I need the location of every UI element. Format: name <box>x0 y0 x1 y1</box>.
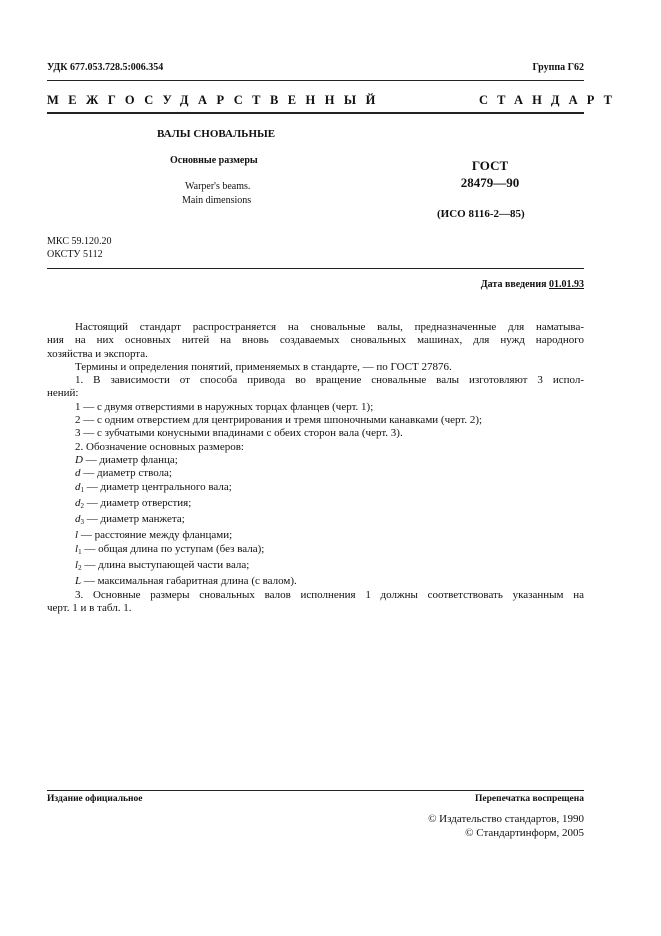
dimension-symbol: d <box>75 467 81 480</box>
dimension-definition <box>47 513 584 529</box>
classification-codes <box>47 235 111 261</box>
dimension-definition <box>47 543 584 559</box>
dimension-subscript: 1 <box>80 485 84 494</box>
dimension-symbol: l <box>75 559 79 572</box>
dimension-description: — общая длина по уступам (без вала); <box>81 542 265 555</box>
clause-1-line: 1. В зависимости от способа привода во вращение сновальные валы изготовляют 3 испол- <box>75 374 584 387</box>
copyright-line: © Стандартинформ, 2005 <box>465 826 584 839</box>
document-title: ВАЛЫ СНОВАЛЬНЫЕ <box>157 128 276 140</box>
clause-3-line: черт. 1 и в табл. 1. <box>47 601 132 614</box>
official-edition: Издание официальное <box>47 794 143 804</box>
clause-1-line: нений: <box>47 387 79 400</box>
gost-designation <box>430 157 550 191</box>
dimension-definition <box>47 559 584 575</box>
dimension-definition <box>47 497 584 513</box>
dimension-definition <box>47 467 584 480</box>
dimension-symbol: d <box>75 480 81 493</box>
interstate-word: МЕЖГОСУДАРСТВЕННЫЙ <box>47 93 385 107</box>
dimension-definitions <box>47 454 584 589</box>
dimension-symbol: L <box>75 575 82 588</box>
intro-line: хозяйства и экспорта. <box>47 347 148 360</box>
copyright-line: © Издательство стандартов, 1990 <box>428 813 584 825</box>
version-1: 1 — с двумя отверстиями в наружных торцах фланцев (черт. 1); <box>75 400 374 413</box>
dimension-description: — диаметр отверстия; <box>84 496 192 509</box>
dimension-symbol: d <box>75 513 81 526</box>
intro-line: ния на них основных нитей на вновь создаваемых сновальных машинах, для нужд народного <box>47 334 584 347</box>
dimension-description: — диаметр фланца; <box>82 453 178 466</box>
dimension-subscript: 1 <box>78 547 82 556</box>
document-subtitle: Основные размеры <box>170 155 258 166</box>
dimension-subscript: 2 <box>80 501 84 510</box>
intro-line: Настоящий стандарт распространяется на сновальные валы, предназначенные для наматыва- <box>75 321 584 333</box>
dimension-definition <box>47 575 584 588</box>
introduction-date-value: 01.01.93 <box>549 279 584 290</box>
mks-code: МКС 59.120.20 <box>47 236 112 247</box>
dimension-description: — расстояние между фланцами; <box>78 529 233 542</box>
clause-2: 2. Обозначение основных размеров: <box>75 440 244 453</box>
introduction-date <box>481 279 584 290</box>
header-divider-top <box>47 80 584 81</box>
version-3: 3 — с зубчатыми конусными впадинами с обеих сторон вала (черт. 3). <box>75 427 403 440</box>
header-divider-bottom <box>47 112 584 114</box>
okstu-code: ОКСТУ 5112 <box>47 249 103 260</box>
copyright-block <box>428 813 584 840</box>
terms-paragraph: Термины и определения понятий, применяемых в стандарте, — по ГОСТ 27876. <box>75 360 452 373</box>
introduction-date-label: Дата введения <box>480 279 547 290</box>
english-title-line2: Main dimensions <box>182 195 252 206</box>
standard-word: СТАНДАРТ <box>479 93 622 107</box>
dimension-symbol: l <box>75 529 79 542</box>
dimension-definition <box>47 481 584 497</box>
dimension-subscript: 2 <box>78 564 82 573</box>
gost-number: 28479—90 <box>460 175 520 190</box>
dimension-symbol: d <box>75 496 81 509</box>
gost-label: ГОСТ <box>471 158 509 173</box>
reprint-prohibited: Перепечатка воспрещена <box>474 794 584 804</box>
dimension-definition <box>47 529 584 542</box>
document-body <box>47 321 584 615</box>
dimension-subscript: 3 <box>80 518 84 527</box>
footer-divider <box>47 790 584 791</box>
classification-divider <box>47 268 584 269</box>
dimension-description: — диаметр манжета; <box>84 513 185 526</box>
clause-3-line: 3. Основные размеры сновальных валов исполнения 1 должны соответствовать указанным на <box>75 588 584 601</box>
dimension-symbol: D <box>75 453 83 466</box>
iso-reference: (ИСО 8116-2—85) <box>437 208 525 220</box>
version-2: 2 — с одним отверстием для центрирования и тремя шпоночными канавками (черт. 2); <box>75 414 483 427</box>
english-title-line1: Warper's beams. <box>185 181 251 192</box>
dimension-description: — максимальная габаритная длина (с валом). <box>81 575 297 588</box>
udk-code: УДК 677.053.728.5:006.354 <box>47 62 164 73</box>
dimension-description: — диаметр центрального вала; <box>84 480 232 493</box>
dimension-description: — диаметр ствола; <box>80 467 172 480</box>
dimension-symbol: l <box>75 542 79 555</box>
dimension-description: — длина выступающей части вала; <box>81 559 250 572</box>
dimension-definition <box>47 454 584 467</box>
group-code: Группа Г62 <box>532 62 584 73</box>
